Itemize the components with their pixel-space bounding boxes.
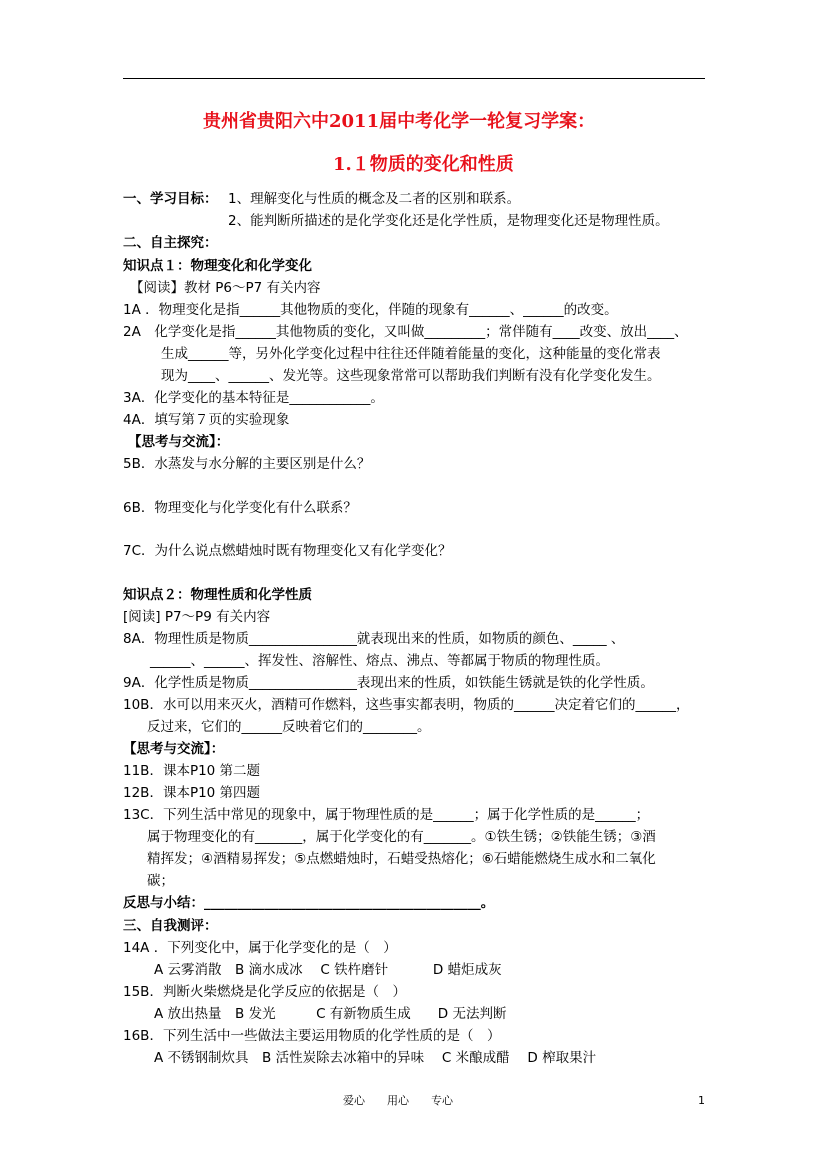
question-line: 现为____、______、发光等。这些现象常常可以帮助我们判断有没有化学变化发生。 <box>161 368 661 384</box>
question-line: 5B．水蒸发与水分解的主要区别是什么？ <box>123 456 371 472</box>
question-line: 12B．课本P10 第四题 <box>123 785 261 801</box>
option-line: A 放出热量 B 发光 C 有新物质生成 D 无法判断 <box>154 1006 507 1022</box>
page-title: 贵州省贵阳六中2011届中考化学一轮复习学案： <box>203 111 596 132</box>
question-line: 10B．水可以用来灭火，酒精可作燃料，这些事实都表明，物质的______决定着它们的______， <box>123 697 690 713</box>
question-line: 11B．课本P10 第二题 <box>123 763 261 779</box>
question-line: 属于物理变化的有_______，属于化学变化的有_______。①铁生锈；②铁能生锈；③酒 <box>147 829 656 845</box>
question-line: 反过来，它们的______反映着它们的________。 <box>147 719 431 735</box>
question-line: 9A．化学性质是物质________________表现出来的性质，如铁能生锈就是铁的化学性质。 <box>123 675 654 691</box>
text-line: 1、理解变化与性质的概念及二者的区别和联系。 <box>228 191 521 207</box>
option-line: A 云雾消散 B 滴水成冰 C 铁杵磨针 D 蜡炬成灰 <box>154 962 502 978</box>
question-line: 4A．填写第７页的实验现象 <box>123 412 290 428</box>
question-line: 13C．下列生活中常见的现象中，属于物理性质的是______；属于化学性质的是______； <box>123 807 650 823</box>
knowledge-point-heading: 知识点１：物理变化和化学变化 <box>123 258 312 274</box>
question-line: 14A ．下列变化中，属于化学变化的是（ ） <box>123 940 397 956</box>
heading-learning-goals: 一、学习目标： <box>123 191 218 207</box>
text-line: [阅读] P7～P9 有关内容 <box>123 609 271 625</box>
page-subtitle: 1.１物质的变化和性质 <box>333 154 514 175</box>
question-line: 7C．为什么说点燃蜡烛时既有物理变化又有化学变化？ <box>123 543 452 559</box>
question-line: ______、______、挥发性、溶解性、熔点、沸点、等都属于物质的物理性质。 <box>150 653 609 669</box>
question-line: 6B．物理变化与化学变化有什么联系？ <box>123 500 357 516</box>
discussion-heading: 【思考与交流】： <box>123 741 225 757</box>
reflection-line: 反思与小结：_________________________________________。 <box>123 895 495 911</box>
discussion-heading: 【思考与交流】： <box>128 434 230 450</box>
question-line: 1A ．物理变化是指______其他物质的变化，伴随的现象有______、______的改变。 <box>123 302 618 318</box>
question-line: 8A．物理性质是物质________________就表现出来的性质，如物质的颜色、_____ 、 <box>123 631 625 647</box>
knowledge-point-heading: 知识点２：物理性质和化学性质 <box>123 587 312 603</box>
question-line: 精挥发；④酒精易挥发；⑤点燃蜡烛时，石蜡受热熔化；⑥石蜡能燃烧生成水和二氧化 <box>147 851 656 867</box>
text-line: 2、能判断所描述的是化学变化还是化学性质，是物理变化还是物理性质。 <box>228 213 669 229</box>
section-heading: 三、自我测评： <box>123 918 218 934</box>
question-line: 碳； <box>147 873 174 889</box>
option-line: A 不锈钢制炊具 B 活性炭除去冰箱中的异味 C 米酿成醋 D 榨取果汁 <box>154 1050 597 1066</box>
section-heading: 二、自主探究： <box>123 235 218 251</box>
question-line: 16B．下列生活中一些做法主要运用物质的化学性质的是（ ） <box>123 1028 501 1044</box>
question-line: 生成______等，另外化学变化过程中往往还伴随着能量的变化，这种能量的变化常表 <box>161 346 661 362</box>
question-line: 2A 化学变化是指______其他物质的变化，又叫做_________；常伴随有____改变、放出____、 <box>123 324 688 340</box>
footer-motto: 爱心 用心 专心 <box>343 1094 453 1107</box>
text-line: 【阅读】教材 P6～P7 有关内容 <box>130 280 321 296</box>
question-line: 3A．化学变化的基本特征是____________。 <box>123 390 384 406</box>
page-number: 1 <box>698 1094 705 1107</box>
header-rule <box>123 78 705 79</box>
question-line: 15B．判断火柴燃烧是化学反应的依据是（ ） <box>123 984 406 1000</box>
